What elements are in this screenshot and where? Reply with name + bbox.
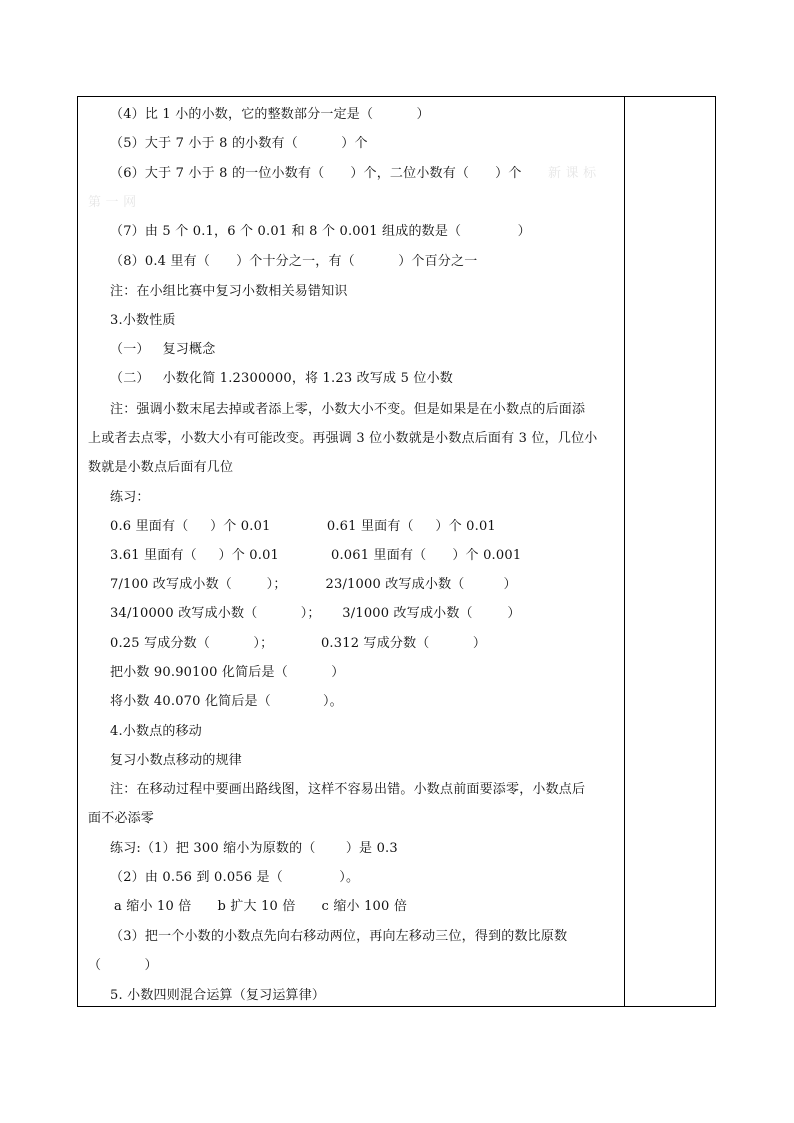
subsection-1: （一） 复习概念 [110, 342, 216, 357]
section-4-review: 复习小数点移动的规律 [110, 753, 243, 768]
q7-line: （7）由 5 个 0.1，6 个 0.01 和 8 个 0.001 组成的数是（ ） [110, 224, 531, 239]
lesson-table [77, 96, 716, 1007]
subsection-2: （二） 小数化简 1.2300000，将 1.23 改写成 5 位小数 [110, 371, 453, 386]
note-paragraph-line-1: 注：强调小数末尾去掉或者添上零，小数大小不变。但是如果是在小数点的后面添 [110, 402, 586, 417]
practice-q2: （2）由 0.56 到 0.056 是（ ）。 [110, 870, 360, 885]
q4-line: （4）比 1 小的小数，它的整数部分一定是（ ） [110, 107, 430, 122]
note-paragraph-line-2: 上或者去点零，小数大小有可能改变。再强调 3 位小数就是小数点后面有 3 位，几位小 [88, 431, 598, 446]
watermark-text-2: 第 一 网 [88, 195, 137, 210]
practice-q1: 练习:（1）把 300 缩小为原数的（ ）是 0.3 [110, 841, 398, 856]
note-2-line-2: 面不必添零 [88, 811, 155, 826]
section-4-heading: 4.小数点的移动 [110, 724, 203, 739]
exercise-row-2: 3.61 里面有（ ）个 0.01 0.061 里面有（ ）个 0.001 [110, 548, 522, 563]
watermark-text-1: 新 课 标 [548, 166, 597, 181]
q8-line: （8）0.4 里有（ ）个十分之一，有（ ）个百分之一 [110, 254, 478, 269]
content-cell [78, 97, 624, 1006]
exercise-row-4: 34/10000 改写成小数（ ）； 3/1000 改写成小数（ ） [110, 606, 521, 621]
section-5-heading: 5. 小数四则混合运算（复习运算律） [110, 988, 326, 1003]
exercise-row-6: 把小数 90.90100 化简后是（ ） [110, 665, 345, 680]
q6-line: （6）大于 7 小于 8 的一位小数有（ ）个，二位小数有（ ）个 [110, 166, 522, 181]
exercise-row-1: 0.6 里面有（ ）个 0.01 0.61 里面有（ ）个 0.01 [110, 519, 496, 534]
practice-q2-options: a 缩小 10 倍 b 扩大 10 倍 c 缩小 100 倍 [114, 899, 408, 914]
practice-q3-line-1: （3）把一个小数的小数点先向右移动两位，再向左移动三位，得到的数比原数 [110, 929, 568, 944]
note-2-line-1: 注：在移动过程中要画出路线图，这样不容易出错。小数点前面要添零，小数点后 [110, 782, 586, 797]
exercise-label: 练习： [110, 490, 150, 505]
note-paragraph-line-3: 数就是小数点后面有几位 [88, 460, 234, 475]
exercise-row-3: 7/100 改写成小数（ ）； 23/1000 改写成小数（ ） [110, 577, 517, 592]
section-3-heading: 3.小数性质 [110, 313, 176, 328]
exercise-row-5: 0.25 写成分数（ ）； 0.312 写成分数（ ） [110, 636, 487, 651]
practice-q3-line-2: （ ） [88, 958, 158, 973]
q5-line: （5）大于 7 小于 8 的小数有（ ）个 [110, 136, 368, 151]
column-divider [624, 97, 625, 1006]
note-line: 注：在小组比赛中复习小数相关易错知识 [110, 284, 348, 299]
exercise-row-7: 将小数 40.070 化简后是（ ）。 [110, 694, 343, 709]
